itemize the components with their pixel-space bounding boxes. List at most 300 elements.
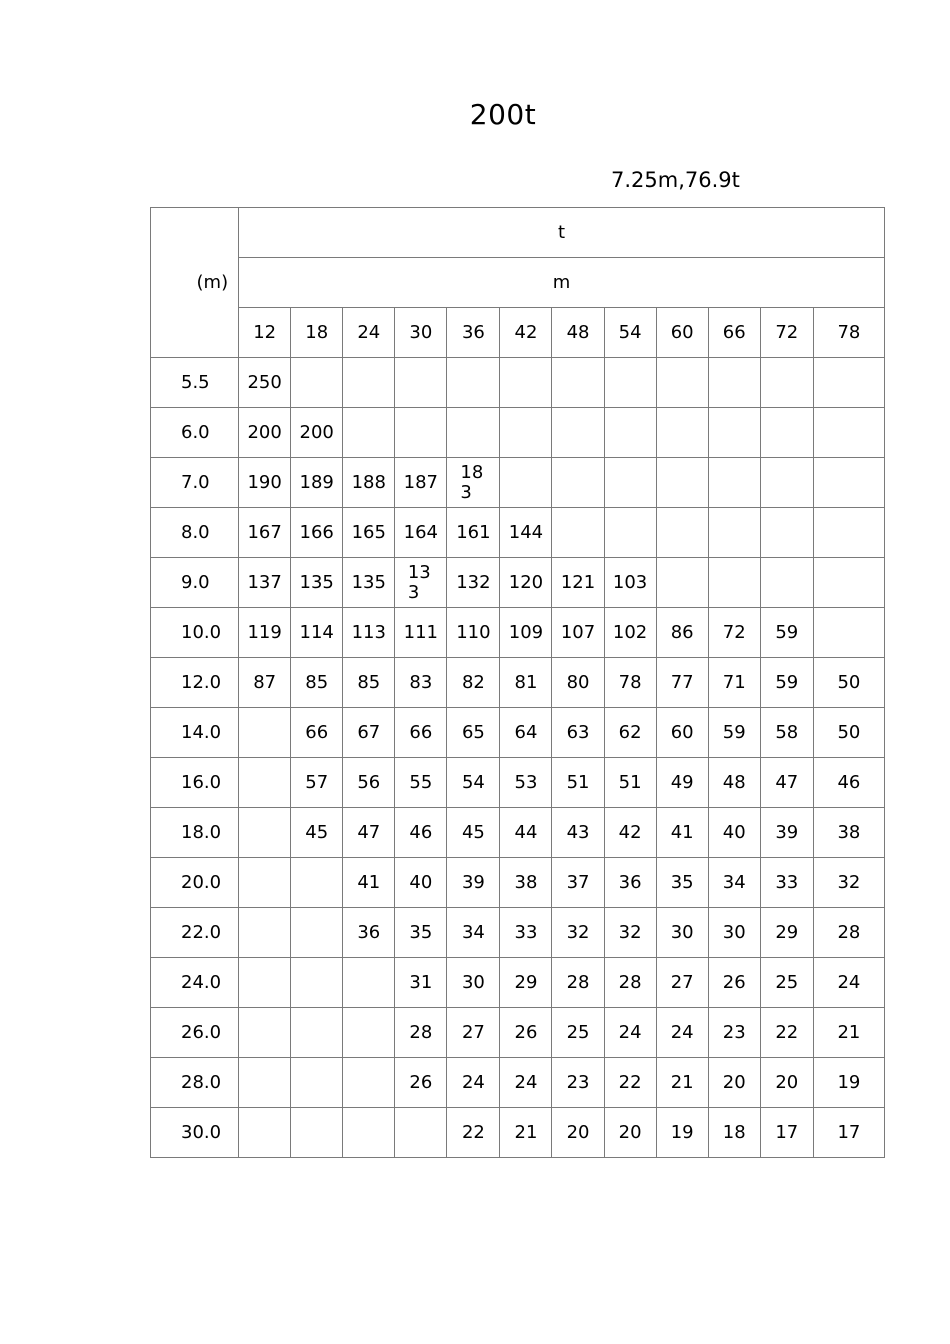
capacity-cell xyxy=(343,908,395,958)
capacity-value: 48 xyxy=(722,772,746,793)
capacity-cell xyxy=(291,458,343,508)
capacity-cell xyxy=(760,958,813,1008)
capacity-value: 23 xyxy=(566,1072,590,1093)
capacity-value: 20 xyxy=(618,1122,642,1143)
capacity-cell xyxy=(552,958,604,1008)
capacity-value: 45 xyxy=(461,822,485,843)
capacity-cell xyxy=(239,558,291,608)
capacity-cell xyxy=(604,408,656,458)
boom-length-value: 60 xyxy=(670,322,694,343)
capacity-cell xyxy=(656,408,708,458)
capacity-value: 66 xyxy=(409,722,433,743)
boom-length-unit-label: m xyxy=(552,272,571,293)
capacity-unit-label: t xyxy=(558,222,566,243)
capacity-cell xyxy=(239,1108,291,1158)
capacity-cell xyxy=(813,508,884,558)
capacity-cell xyxy=(239,608,291,658)
capacity-cell xyxy=(500,908,552,958)
capacity-value: 46 xyxy=(409,822,433,843)
capacity-cell xyxy=(656,858,708,908)
header-row-unit-m xyxy=(151,258,885,308)
capacity-cell xyxy=(813,408,884,458)
capacity-cell xyxy=(239,758,291,808)
capacity-cell xyxy=(813,708,884,758)
boom-length-value: 42 xyxy=(514,322,538,343)
capacity-cell xyxy=(447,1008,500,1058)
radius-cell xyxy=(151,908,239,958)
radius-cell xyxy=(151,1108,239,1158)
capacity-cell xyxy=(291,508,343,558)
capacity-value: 83 xyxy=(409,672,433,693)
capacity-value: 87 xyxy=(253,672,277,693)
capacity-cell xyxy=(656,658,708,708)
capacity-value: 21 xyxy=(837,1022,861,1043)
capacity-cell xyxy=(656,458,708,508)
table-row xyxy=(151,1058,885,1108)
capacity-value: 25 xyxy=(566,1022,590,1043)
boom-length-header-cell xyxy=(395,308,447,358)
capacity-value: 137 xyxy=(247,572,282,593)
capacity-cell xyxy=(813,658,884,708)
capacity-value: 59 xyxy=(775,672,799,693)
capacity-value: 30 xyxy=(670,922,694,943)
capacity-cell xyxy=(708,808,760,858)
radius-value: 7.0 xyxy=(181,472,210,493)
radius-cell xyxy=(151,608,239,658)
capacity-cell xyxy=(813,758,884,808)
capacity-value: 86 xyxy=(670,622,694,643)
capacity-cell xyxy=(760,1108,813,1158)
boom-length-header-cell xyxy=(291,308,343,358)
capacity-value: 22 xyxy=(775,1022,799,1043)
table-row xyxy=(151,1108,885,1158)
capacity-cell xyxy=(239,708,291,758)
capacity-value: 111 xyxy=(403,622,438,643)
capacity-value: 51 xyxy=(618,772,642,793)
capacity-cell xyxy=(604,1108,656,1158)
capacity-cell xyxy=(447,658,500,708)
capacity-cell xyxy=(604,458,656,508)
capacity-value: 47 xyxy=(775,772,799,793)
capacity-cell xyxy=(604,658,656,708)
capacity-cell xyxy=(813,858,884,908)
page-subtitle: 7.25m,76.9t xyxy=(611,168,740,192)
capacity-cell xyxy=(656,1108,708,1158)
capacity-value: 53 xyxy=(514,772,538,793)
capacity-value: 26 xyxy=(409,1072,433,1093)
capacity-cell xyxy=(291,908,343,958)
radius-cell xyxy=(151,558,239,608)
capacity-cell xyxy=(708,608,760,658)
capacity-value: 32 xyxy=(618,922,642,943)
capacity-cell xyxy=(395,408,447,458)
capacity-cell xyxy=(760,408,813,458)
capacity-cell xyxy=(552,908,604,958)
capacity-cell xyxy=(395,1008,447,1058)
capacity-value: 82 xyxy=(461,672,485,693)
capacity-cell xyxy=(343,708,395,758)
boom-length-value: 78 xyxy=(837,322,861,343)
capacity-value: 34 xyxy=(461,922,485,943)
capacity-cell xyxy=(291,608,343,658)
capacity-cell xyxy=(656,558,708,608)
capacity-value: 81 xyxy=(514,672,538,693)
boom-length-value: 48 xyxy=(566,322,590,343)
capacity-value: 35 xyxy=(409,922,433,943)
capacity-value: 57 xyxy=(305,772,329,793)
capacity-cell xyxy=(813,808,884,858)
capacity-cell xyxy=(552,508,604,558)
capacity-cell xyxy=(395,1058,447,1108)
capacity-cell xyxy=(656,608,708,658)
capacity-cell xyxy=(604,808,656,858)
capacity-value: 38 xyxy=(514,872,538,893)
boom-length-value: 72 xyxy=(775,322,799,343)
capacity-cell xyxy=(552,808,604,858)
capacity-cell xyxy=(343,508,395,558)
capacity-value: 40 xyxy=(722,822,746,843)
capacity-value: 200 xyxy=(299,422,334,443)
radius-value: 22.0 xyxy=(181,922,222,943)
radius-cell xyxy=(151,508,239,558)
capacity-cell xyxy=(291,858,343,908)
boom-length-header-cell xyxy=(604,308,656,358)
capacity-cell xyxy=(343,1008,395,1058)
capacity-value: 119 xyxy=(247,622,282,643)
capacity-value: 133 xyxy=(407,561,431,603)
capacity-cell xyxy=(604,958,656,1008)
capacity-cell xyxy=(395,1108,447,1158)
radius-value: 30.0 xyxy=(181,1122,222,1143)
capacity-value: 85 xyxy=(357,672,381,693)
radius-value: 10.0 xyxy=(181,622,222,643)
capacity-value: 25 xyxy=(775,972,799,993)
capacity-cell xyxy=(500,1008,552,1058)
capacity-cell xyxy=(760,558,813,608)
capacity-cell xyxy=(447,808,500,858)
capacity-value: 55 xyxy=(409,772,433,793)
capacity-value: 30 xyxy=(461,972,485,993)
capacity-value: 28 xyxy=(837,922,861,943)
capacity-cell xyxy=(343,808,395,858)
capacity-value: 20 xyxy=(566,1122,590,1143)
capacity-value: 35 xyxy=(670,872,694,893)
capacity-cell xyxy=(291,558,343,608)
capacity-cell xyxy=(291,1058,343,1108)
capacity-cell xyxy=(760,758,813,808)
radius-value: 6.0 xyxy=(181,422,210,443)
boom-length-value: 24 xyxy=(357,322,381,343)
table-row xyxy=(151,508,885,558)
capacity-cell xyxy=(291,358,343,408)
capacity-value: 26 xyxy=(722,972,746,993)
capacity-cell xyxy=(604,358,656,408)
capacity-value: 23 xyxy=(722,1022,746,1043)
capacity-value: 109 xyxy=(508,622,544,643)
capacity-cell xyxy=(395,658,447,708)
capacity-cell xyxy=(239,458,291,508)
capacity-cell xyxy=(447,908,500,958)
capacity-cell xyxy=(500,1058,552,1108)
capacity-cell xyxy=(291,1108,343,1158)
capacity-value: 54 xyxy=(461,772,485,793)
capacity-value: 71 xyxy=(722,672,746,693)
boom-length-unit-header xyxy=(239,258,885,308)
capacity-cell xyxy=(500,558,552,608)
radius-cell xyxy=(151,458,239,508)
capacity-cell xyxy=(395,708,447,758)
capacity-cell xyxy=(708,958,760,1008)
capacity-value: 29 xyxy=(775,922,799,943)
capacity-value: 59 xyxy=(722,722,746,743)
capacity-cell xyxy=(343,858,395,908)
capacity-cell xyxy=(343,358,395,408)
capacity-value: 135 xyxy=(299,572,334,593)
capacity-value: 18 xyxy=(722,1122,746,1143)
capacity-value: 17 xyxy=(837,1122,861,1143)
capacity-value: 62 xyxy=(618,722,642,743)
capacity-cell xyxy=(395,458,447,508)
capacity-value: 31 xyxy=(409,972,433,993)
table-row xyxy=(151,408,885,458)
capacity-value: 110 xyxy=(456,622,491,643)
capacity-cell xyxy=(500,958,552,1008)
capacity-cell xyxy=(656,508,708,558)
table-row xyxy=(151,858,885,908)
capacity-value: 164 xyxy=(403,522,438,543)
capacity-cell xyxy=(656,1058,708,1108)
radius-cell xyxy=(151,1058,239,1108)
capacity-value: 166 xyxy=(299,522,334,543)
header-row-unit-t xyxy=(151,208,885,258)
capacity-cell xyxy=(291,658,343,708)
radius-header-label: (m) xyxy=(196,272,229,293)
capacity-value: 26 xyxy=(514,1022,538,1043)
capacity-value: 36 xyxy=(618,872,642,893)
radius-cell xyxy=(151,1008,239,1058)
capacity-value: 43 xyxy=(566,822,590,843)
capacity-cell xyxy=(813,608,884,658)
capacity-value: 200 xyxy=(247,422,282,443)
capacity-value: 121 xyxy=(560,572,596,593)
capacity-cell xyxy=(813,458,884,508)
capacity-value: 19 xyxy=(670,1122,694,1143)
capacity-cell xyxy=(239,508,291,558)
capacity-cell xyxy=(813,558,884,608)
boom-length-header-cell xyxy=(552,308,604,358)
capacity-cell xyxy=(447,408,500,458)
capacity-value: 28 xyxy=(618,972,642,993)
capacity-cell xyxy=(291,958,343,1008)
capacity-value: 22 xyxy=(618,1072,642,1093)
capacity-cell xyxy=(500,358,552,408)
capacity-value: 34 xyxy=(722,872,746,893)
capacity-cell xyxy=(291,758,343,808)
capacity-cell xyxy=(500,808,552,858)
capacity-cell xyxy=(343,958,395,1008)
table-row xyxy=(151,1008,885,1058)
capacity-value: 63 xyxy=(566,722,590,743)
capacity-cell xyxy=(760,1008,813,1058)
capacity-value: 167 xyxy=(247,522,282,543)
capacity-value: 33 xyxy=(514,922,538,943)
capacity-cell xyxy=(447,708,500,758)
capacity-cell xyxy=(760,358,813,408)
capacity-value: 44 xyxy=(514,822,538,843)
capacity-cell xyxy=(708,658,760,708)
capacity-cell xyxy=(708,708,760,758)
boom-length-value: 54 xyxy=(618,322,642,343)
capacity-cell xyxy=(656,1008,708,1058)
capacity-value: 45 xyxy=(305,822,329,843)
capacity-value: 33 xyxy=(775,872,799,893)
capacity-cell xyxy=(552,1108,604,1158)
capacity-cell xyxy=(708,908,760,958)
capacity-cell xyxy=(291,708,343,758)
capacity-cell xyxy=(656,358,708,408)
capacity-value: 20 xyxy=(775,1072,799,1093)
capacity-cell xyxy=(604,558,656,608)
capacity-cell xyxy=(552,558,604,608)
capacity-value: 66 xyxy=(305,722,329,743)
capacity-cell xyxy=(239,1008,291,1058)
boom-length-header-cell xyxy=(760,308,813,358)
capacity-cell xyxy=(343,658,395,708)
table-row xyxy=(151,458,885,508)
capacity-value: 32 xyxy=(837,872,861,893)
capacity-cell xyxy=(447,1058,500,1108)
capacity-cell xyxy=(760,808,813,858)
capacity-cell xyxy=(343,608,395,658)
capacity-cell xyxy=(447,508,500,558)
capacity-cell xyxy=(500,508,552,558)
radius-cell xyxy=(151,408,239,458)
capacity-cell xyxy=(239,658,291,708)
capacity-value: 37 xyxy=(566,872,590,893)
capacity-value: 114 xyxy=(299,622,334,643)
table-row xyxy=(151,708,885,758)
boom-length-header-cell xyxy=(500,308,552,358)
capacity-cell xyxy=(239,1058,291,1108)
capacity-cell xyxy=(291,1008,343,1058)
capacity-cell xyxy=(604,858,656,908)
capacity-value: 17 xyxy=(775,1122,799,1143)
capacity-value: 59 xyxy=(775,622,799,643)
capacity-value: 38 xyxy=(837,822,861,843)
table-row xyxy=(151,758,885,808)
capacity-value: 41 xyxy=(670,822,694,843)
capacity-value: 41 xyxy=(357,872,381,893)
capacity-value: 27 xyxy=(670,972,694,993)
radius-value: 8.0 xyxy=(181,522,210,543)
capacity-cell xyxy=(708,1008,760,1058)
capacity-value: 24 xyxy=(670,1022,694,1043)
capacity-cell xyxy=(552,608,604,658)
capacity-value: 85 xyxy=(305,672,329,693)
capacity-value: 132 xyxy=(456,572,491,593)
capacity-value: 51 xyxy=(566,772,590,793)
capacity-value: 46 xyxy=(837,772,861,793)
capacity-value: 36 xyxy=(357,922,381,943)
capacity-cell xyxy=(500,708,552,758)
capacity-cell xyxy=(604,758,656,808)
capacity-cell xyxy=(656,958,708,1008)
capacity-cell xyxy=(395,608,447,658)
capacity-value: 21 xyxy=(670,1072,694,1093)
table-row xyxy=(151,958,885,1008)
capacity-cell xyxy=(813,958,884,1008)
capacity-value: 64 xyxy=(514,722,538,743)
capacity-cell xyxy=(604,908,656,958)
capacity-cell xyxy=(500,658,552,708)
capacity-value: 21 xyxy=(514,1122,538,1143)
capacity-cell xyxy=(447,858,500,908)
capacity-cell xyxy=(552,1058,604,1108)
capacity-cell xyxy=(604,708,656,758)
capacity-cell xyxy=(447,608,500,658)
capacity-value: 24 xyxy=(837,972,861,993)
capacity-cell xyxy=(239,408,291,458)
capacity-cell xyxy=(552,658,604,708)
capacity-cell xyxy=(708,358,760,408)
capacity-cell xyxy=(239,958,291,1008)
capacity-cell xyxy=(552,708,604,758)
capacity-value: 50 xyxy=(837,722,861,743)
capacity-cell xyxy=(708,1058,760,1108)
radius-value: 20.0 xyxy=(181,872,222,893)
capacity-value: 80 xyxy=(566,672,590,693)
capacity-value: 77 xyxy=(670,672,694,693)
capacity-cell xyxy=(552,358,604,408)
capacity-cell xyxy=(552,1008,604,1058)
capacity-cell xyxy=(760,708,813,758)
capacity-value: 165 xyxy=(351,522,386,543)
capacity-cell xyxy=(343,758,395,808)
capacity-value: 250 xyxy=(247,372,282,393)
capacity-value: 39 xyxy=(461,872,485,893)
capacity-cell xyxy=(447,958,500,1008)
capacity-cell xyxy=(552,458,604,508)
capacity-cell xyxy=(395,758,447,808)
capacity-cell xyxy=(708,508,760,558)
capacity-value: 24 xyxy=(461,1072,485,1093)
capacity-cell xyxy=(500,758,552,808)
boom-length-header-cell xyxy=(343,308,395,358)
capacity-value: 39 xyxy=(775,822,799,843)
capacity-cell xyxy=(604,508,656,558)
boom-length-header-cell xyxy=(813,308,884,358)
capacity-cell xyxy=(813,908,884,958)
capacity-cell xyxy=(656,758,708,808)
capacity-cell xyxy=(760,658,813,708)
capacity-cell xyxy=(656,908,708,958)
boom-length-value: 36 xyxy=(461,322,485,343)
capacity-cell xyxy=(447,558,500,608)
capacity-value: 42 xyxy=(618,822,642,843)
capacity-cell xyxy=(447,758,500,808)
capacity-cell xyxy=(239,908,291,958)
capacity-cell xyxy=(708,758,760,808)
radius-value: 12.0 xyxy=(181,672,222,693)
table-row xyxy=(151,558,885,608)
capacity-value: 49 xyxy=(670,772,694,793)
capacity-cell xyxy=(343,1108,395,1158)
radius-value: 26.0 xyxy=(181,1022,222,1043)
capacity-cell xyxy=(447,358,500,408)
boom-length-value: 30 xyxy=(409,322,433,343)
capacity-value: 120 xyxy=(508,572,544,593)
radius-cell xyxy=(151,358,239,408)
